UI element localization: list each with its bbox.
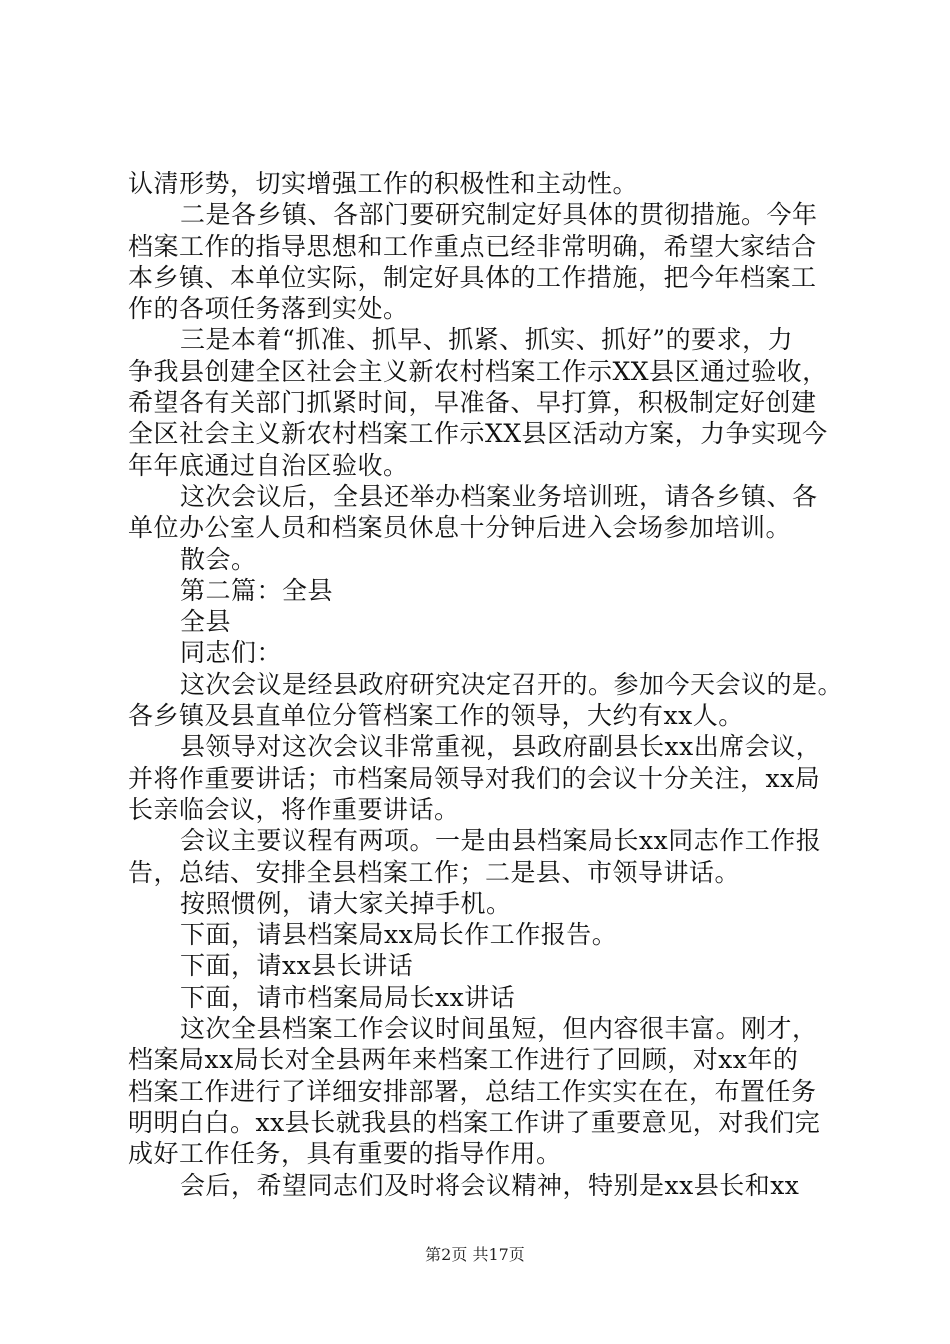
text-line: 这次会议是经县政府研究决定召开的。参加今天会议的是。 (180, 669, 844, 699)
text-line: 三是本着“抓准、抓早、抓紧、抓实、抓好”的要求，力 (180, 325, 794, 355)
text-line: 按照惯例，请大家关掉手机。 (180, 888, 512, 918)
text-line: 档案局xx局长对全县两年来档案工作进行了回顾，对xx年的 (128, 1045, 799, 1075)
text-line: 各乡镇及县直单位分管档案工作的领导，大约有xx人。 (128, 701, 744, 731)
text-line: 作的各项任务落到实处。 (128, 294, 409, 324)
text-line: 长亲临会议，将作重要讲话。 (128, 794, 460, 824)
text-line: 全县 (180, 607, 232, 637)
text-line: 争我县创建全区社会主义新农村档案工作示XX县区通过验收， (128, 356, 828, 386)
text-line: 明明白白。xx县长就我县的档案工作讲了重要意见，对我们完 (128, 1107, 821, 1137)
text-line: 这次会议后，全县还举办档案业务培训班，请各乡镇、各 (180, 481, 818, 511)
text-line: 下面，请市档案局局长xx讲话 (180, 982, 516, 1012)
text-line: 散会。 (180, 544, 257, 574)
text-line: 本乡镇、本单位实际，制定好具体的工作措施，把今年档案工 (128, 262, 817, 292)
salutation: 同志们： (180, 638, 283, 668)
text-line: 档案工作进行了详细安排部署，总结工作实实在在，布置任务 (128, 1076, 817, 1106)
text-line: 二是各乡镇、各部门要研究制定好具体的贯彻措施。今年 (180, 200, 818, 230)
text-line: 成好工作任务，具有重要的指导作用。 (128, 1139, 562, 1169)
text-line: 会议主要议程有两项。一是由县档案局长xx同志作工作报 (180, 826, 822, 856)
document-body (128, 168, 848, 1201)
text-line: 县领导对这次会议非常重视，县政府副县长xx出席会议， (180, 732, 822, 762)
text-line: 希望各有关部门抓紧时间，早准备、早打算，积极制定好创建 (128, 388, 817, 418)
text-line: 下面，请县档案局xx局长作工作报告。 (180, 920, 618, 950)
text-line: 认清形势，切实增强工作的积极性和主动性。 (128, 169, 639, 198)
text-line: 档案工作的指导思想和工作重点已经非常明确，希望大家结合 (128, 231, 817, 261)
text-line: 会后，希望同志们及时将会议精神，特别是xx县长和xx (180, 1170, 800, 1200)
text-line: 告，总结、安排全县档案工作；二是县、市领导讲话。 (128, 857, 741, 887)
text-line: 全区社会主义新农村档案工作示XX县区活动方案，力争实现今 (128, 419, 828, 449)
text-line: 这次全县档案工作会议时间虽短，但内容很丰富。刚才， (180, 1014, 818, 1044)
text-line: 并将作重要讲话；市档案局领导对我们的会议十分关注，xx局 (128, 763, 821, 793)
text-line: 单位办公室人员和档案员休息十分钟后进入会场参加培训。 (128, 513, 792, 543)
text-line: 年年底通过自治区验收。 (128, 450, 409, 480)
page-number: 第2页 共17页 (425, 1245, 525, 1264)
section-heading: 第二篇：全县 (180, 575, 334, 605)
text-line: 下面，请xx县长讲话 (180, 951, 414, 981)
